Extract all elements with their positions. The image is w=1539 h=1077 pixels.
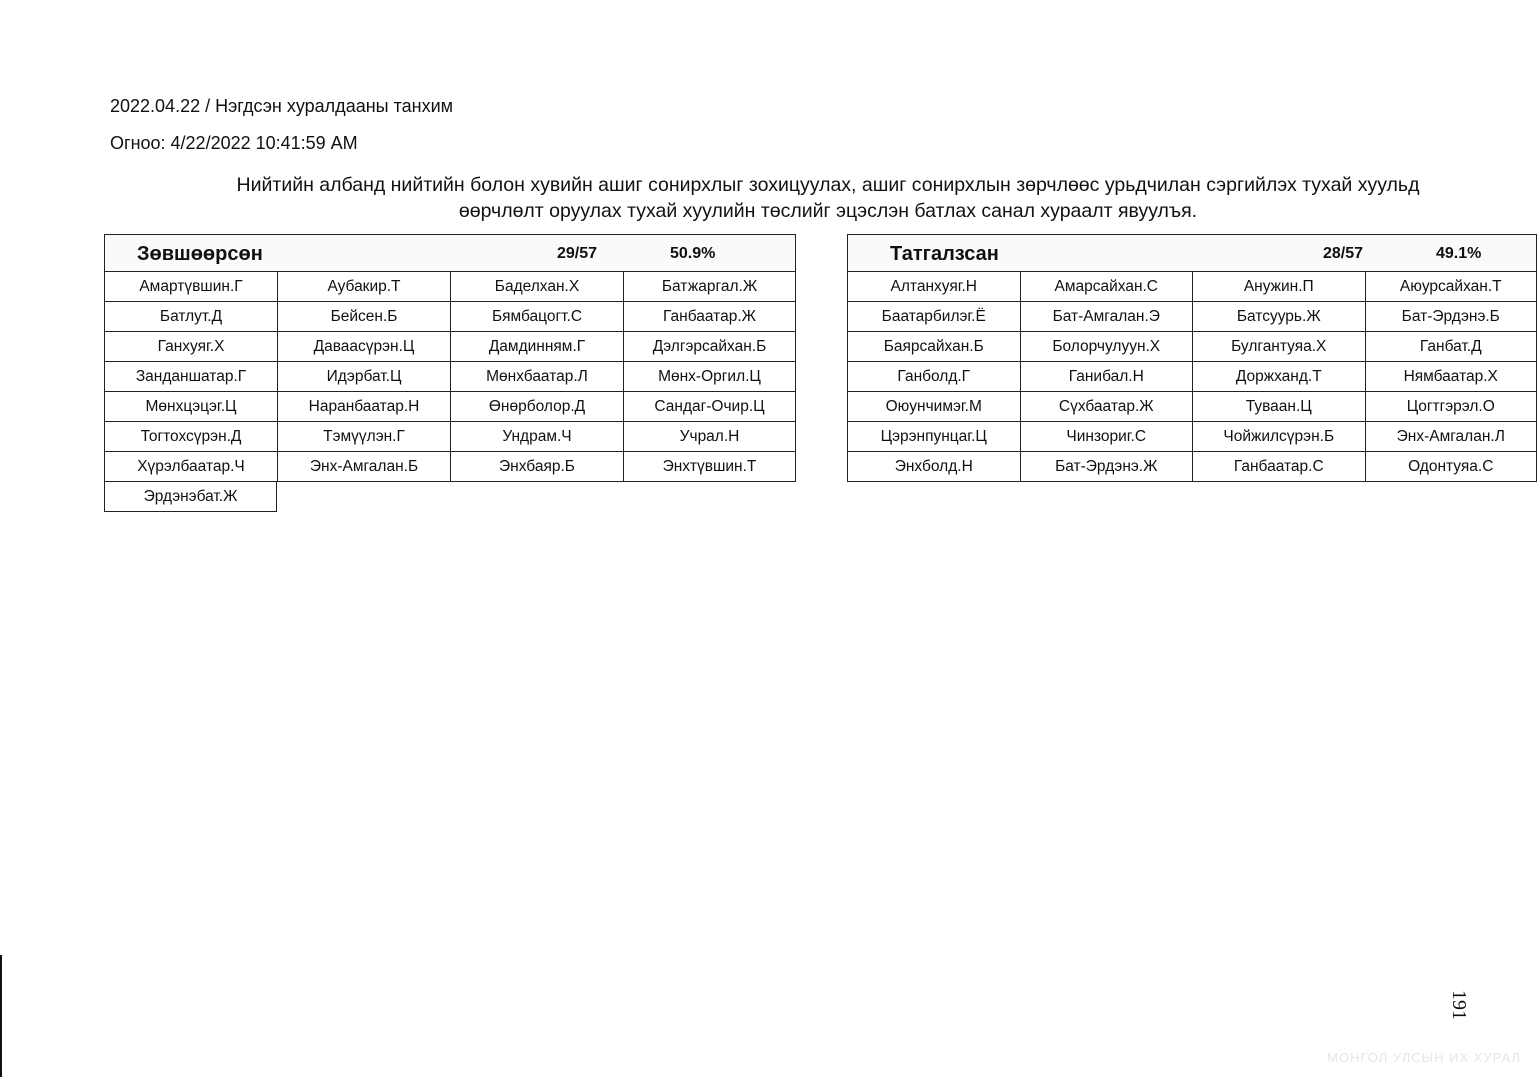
rejected-name-cell: Амарсайхан.С (1020, 272, 1193, 302)
approved-title: Зөвшөөрсөн (137, 243, 263, 265)
rejected-name-cell: Баатарбилэг.Ё (847, 302, 1020, 332)
approved-name-cell: Сандаг-Очир.Ц (623, 392, 796, 422)
rejected-name-cell: Болорчулуун.Х (1020, 332, 1193, 362)
approved-name-cell: Занданшатар.Г (104, 362, 277, 392)
approved-block (104, 234, 796, 512)
approved-name-cell: Тогтохсүрэн.Д (104, 422, 277, 452)
page-number: 191 (1448, 990, 1470, 1020)
approved-percent: 50.9% (670, 245, 716, 262)
rejected-header (847, 234, 1537, 272)
rejected-name-cell: Сүхбаатар.Ж (1020, 392, 1193, 422)
rejected-name-cell: Оюунчимэг.М (847, 392, 1020, 422)
rejected-name-cell: Ганбаатар.С (1192, 452, 1365, 482)
rejected-count: 28/57 (1323, 245, 1364, 262)
session-line: 2022.04.22 / Нэгдсэн хуралдааны танхим (110, 96, 454, 116)
approved-name-cell: Ундрам.Ч (450, 422, 623, 452)
approved-name-cell: Мөнхбаатар.Л (450, 362, 623, 392)
rejected-name-cell: Алтанхуяг.Н (847, 272, 1020, 302)
date-line: Огноо: 4/22/2022 10:41:59 AM (110, 133, 358, 153)
scan-edge-mark (0, 955, 2, 1077)
rejected-name-cell: Булгантуяа.Х (1192, 332, 1365, 362)
approved-name-cell: Хүрэлбаатар.Ч (104, 452, 277, 482)
approved-name-cell: Дэлгэрсайхан.Б (623, 332, 796, 362)
rejected-name-cell: Доржханд.Т (1192, 362, 1365, 392)
rejected-percent: 49.1% (1436, 245, 1482, 262)
approved-name-cell: Мөнхцэцэг.Ц (104, 392, 277, 422)
rejected-name-cell: Чинзориг.С (1020, 422, 1193, 452)
rejected-name-cell: Бат-Амгалан.Э (1020, 302, 1193, 332)
rejected-name-cell: Энх-Амгалан.Л (1365, 422, 1538, 452)
approved-name-cell: Наранбаатар.Н (277, 392, 450, 422)
approved-name-cell: Баделхан.Х (450, 272, 623, 302)
rejected-name-cell: Аюурсайхан.Т (1365, 272, 1538, 302)
approved-names-grid (104, 272, 796, 512)
approved-name-cell: Даваасүрэн.Ц (277, 332, 450, 362)
rejected-name-cell: Одонтуяа.С (1365, 452, 1538, 482)
rejected-title: Татгалзсан (890, 243, 999, 265)
rejected-name-cell: Анужин.П (1192, 272, 1365, 302)
rejected-name-cell: Ганболд.Г (847, 362, 1020, 392)
approved-name-cell: Энхбаяр.Б (450, 452, 623, 482)
rejected-name-cell: Цогтгэрэл.О (1365, 392, 1538, 422)
rejected-names-grid (847, 272, 1537, 482)
approved-name-cell: Мөнх-Оргил.Ц (623, 362, 796, 392)
approved-name-cell: Энх-Амгалан.Б (277, 452, 450, 482)
rejected-name-cell: Энхболд.Н (847, 452, 1020, 482)
watermark: МОНГОЛ УЛСЫН ИХ ХУРАЛ (1327, 1050, 1521, 1065)
approved-name-cell: Дамдинням.Г (450, 332, 623, 362)
rejected-name-cell: Цэрэнпунцаг.Ц (847, 422, 1020, 452)
approved-name-cell: Батжаргал.Ж (623, 272, 796, 302)
rejected-name-cell: Батсуурь.Ж (1192, 302, 1365, 332)
approved-count: 29/57 (557, 245, 598, 262)
approved-name-cell: Ганхуяг.Х (104, 332, 277, 362)
rejected-name-cell: Бат-Эрдэнэ.Б (1365, 302, 1538, 332)
approved-name-cell: Бямбацогт.С (450, 302, 623, 332)
rejected-name-cell: Чойжилсүрэн.Б (1192, 422, 1365, 452)
approved-name-cell: Идэрбат.Ц (277, 362, 450, 392)
rejected-name-cell: Бат-Эрдэнэ.Ж (1020, 452, 1193, 482)
rejected-name-cell: Ганбат.Д (1365, 332, 1538, 362)
motion-line-1: Нийтийн албанд нийтийн болон хувийн ашиг сонирхлыг зохицуулах, ашиг сонирхлын зөрчлөөс урьдчилан сэргийлэх тухай хуульд (236, 174, 1420, 196)
rejected-name-cell: Баярсайхан.Б (847, 332, 1020, 362)
approved-name-cell: Батлут.Д (104, 302, 277, 332)
rejected-name-cell: Туваан.Ц (1192, 392, 1365, 422)
motion-line-2: өөрчлөлт оруулах тухай хуулийн төслийг эцэслэн батлах санал хураалт явуулъя. (458, 200, 1198, 222)
approved-name-cell: Эрдэнэбат.Ж (104, 482, 277, 512)
approved-name-cell: Өнөрболор.Д (450, 392, 623, 422)
approved-name-cell: Энхтүвшин.Т (623, 452, 796, 482)
approved-header (104, 234, 796, 272)
motion-text (118, 172, 1538, 224)
approved-name-cell: Тэмүүлэн.Г (277, 422, 450, 452)
approved-name-cell: Ганбаатар.Ж (623, 302, 796, 332)
approved-name-cell: Амартүвшин.Г (104, 272, 277, 302)
approved-name-cell: Бейсен.Б (277, 302, 450, 332)
rejected-name-cell: Ганибал.Н (1020, 362, 1193, 392)
approved-name-cell: Аубакир.Т (277, 272, 450, 302)
approved-name-cell: Учрал.Н (623, 422, 796, 452)
rejected-block (847, 234, 1537, 482)
rejected-name-cell: Нямбаатар.Х (1365, 362, 1538, 392)
